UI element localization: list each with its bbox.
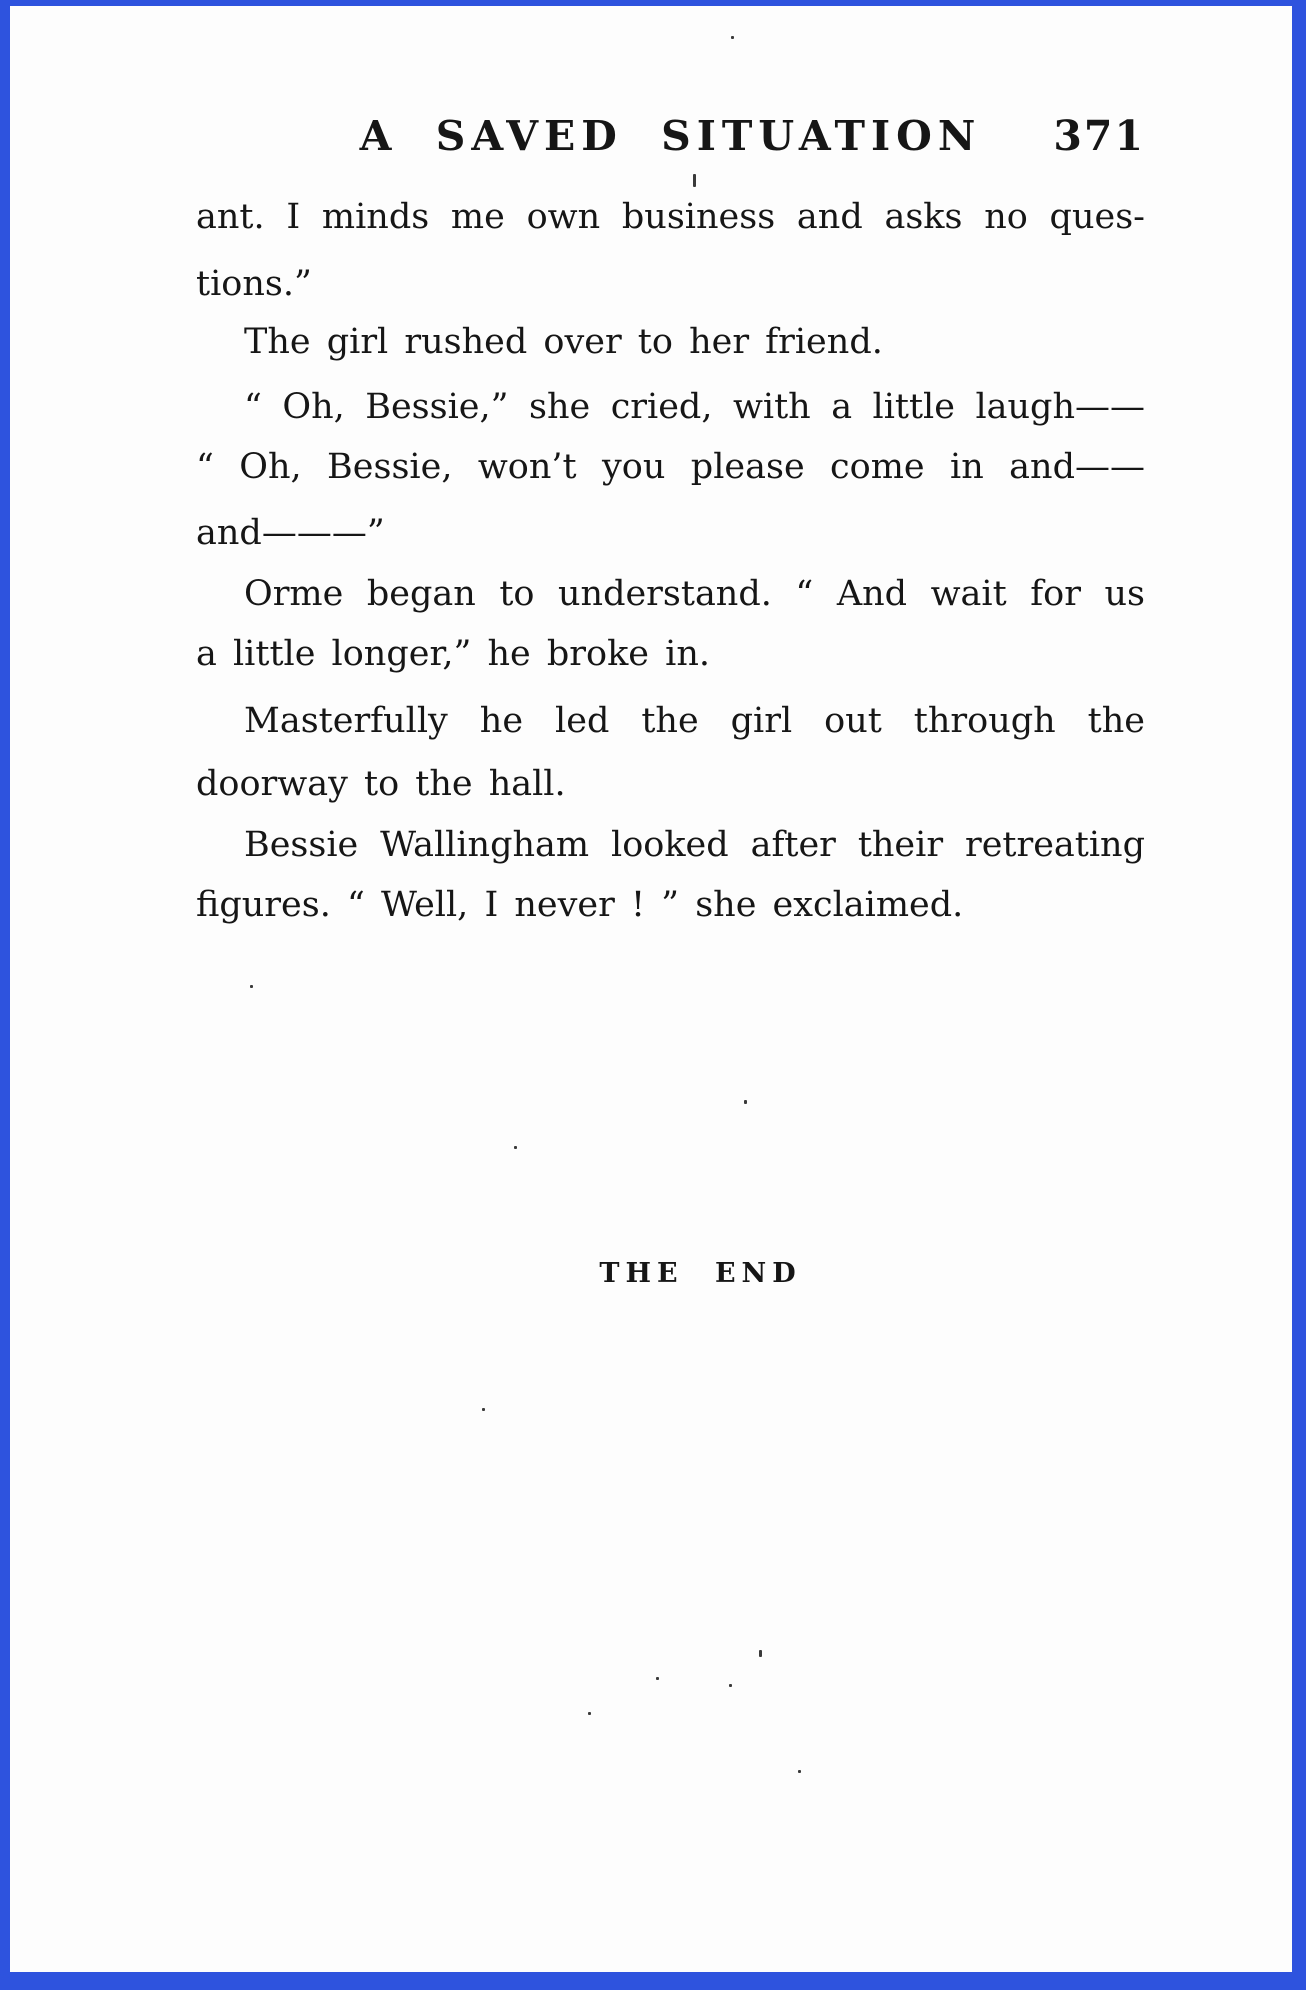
scan-speck	[759, 1650, 762, 1657]
body-text-line: doorway to the hall.	[196, 764, 566, 804]
page-number: 371	[1053, 112, 1145, 160]
body-text-line: and———”	[196, 513, 385, 553]
body-text-line: a little longer,” he broke in.	[196, 634, 710, 674]
body-text-line: figures. “ Well, I never ! ” she exclaimed.	[196, 885, 964, 925]
scan-speck	[482, 1408, 485, 1411]
page-title: A SAVED SITUATION	[359, 112, 982, 160]
scan-speck	[588, 1712, 591, 1715]
scan-speck	[693, 174, 696, 187]
scan-edge-top-strip	[0, 0, 1306, 6]
body-text-line: Masterfully he led the girl out through the	[244, 701, 1145, 741]
scan-speck	[798, 1770, 801, 1773]
body-text-line: Bessie Wallingham looked after their retreating	[244, 825, 1145, 865]
body-text-line: ant. I minds me own business and asks no ques-	[196, 197, 1145, 237]
scan-speck	[744, 1100, 747, 1104]
scan-edge-bottom-strip	[0, 1972, 1306, 1990]
scan-edge-right-strip	[1292, 0, 1306, 1990]
scan-speck	[729, 1684, 732, 1687]
scan-speck	[250, 985, 253, 988]
the-end-label: THE END	[599, 1258, 802, 1289]
scan-speck	[656, 1677, 659, 1680]
scan-speck	[731, 36, 734, 39]
body-text-line: “ Oh, Bessie,” she cried, with a little laugh——	[244, 387, 1145, 427]
running-head	[196, 112, 1145, 160]
body-text-line: tions.”	[196, 264, 312, 304]
body-text-line: Orme began to understand. “ And wait for us	[244, 574, 1145, 614]
scan-speck	[514, 1146, 517, 1149]
scan-edge-left-strip	[0, 0, 10, 1990]
body-text-line: The girl rushed over to her friend.	[244, 322, 883, 362]
body-text-line: “ Oh, Bessie, won’t you please come in and——	[196, 447, 1145, 487]
